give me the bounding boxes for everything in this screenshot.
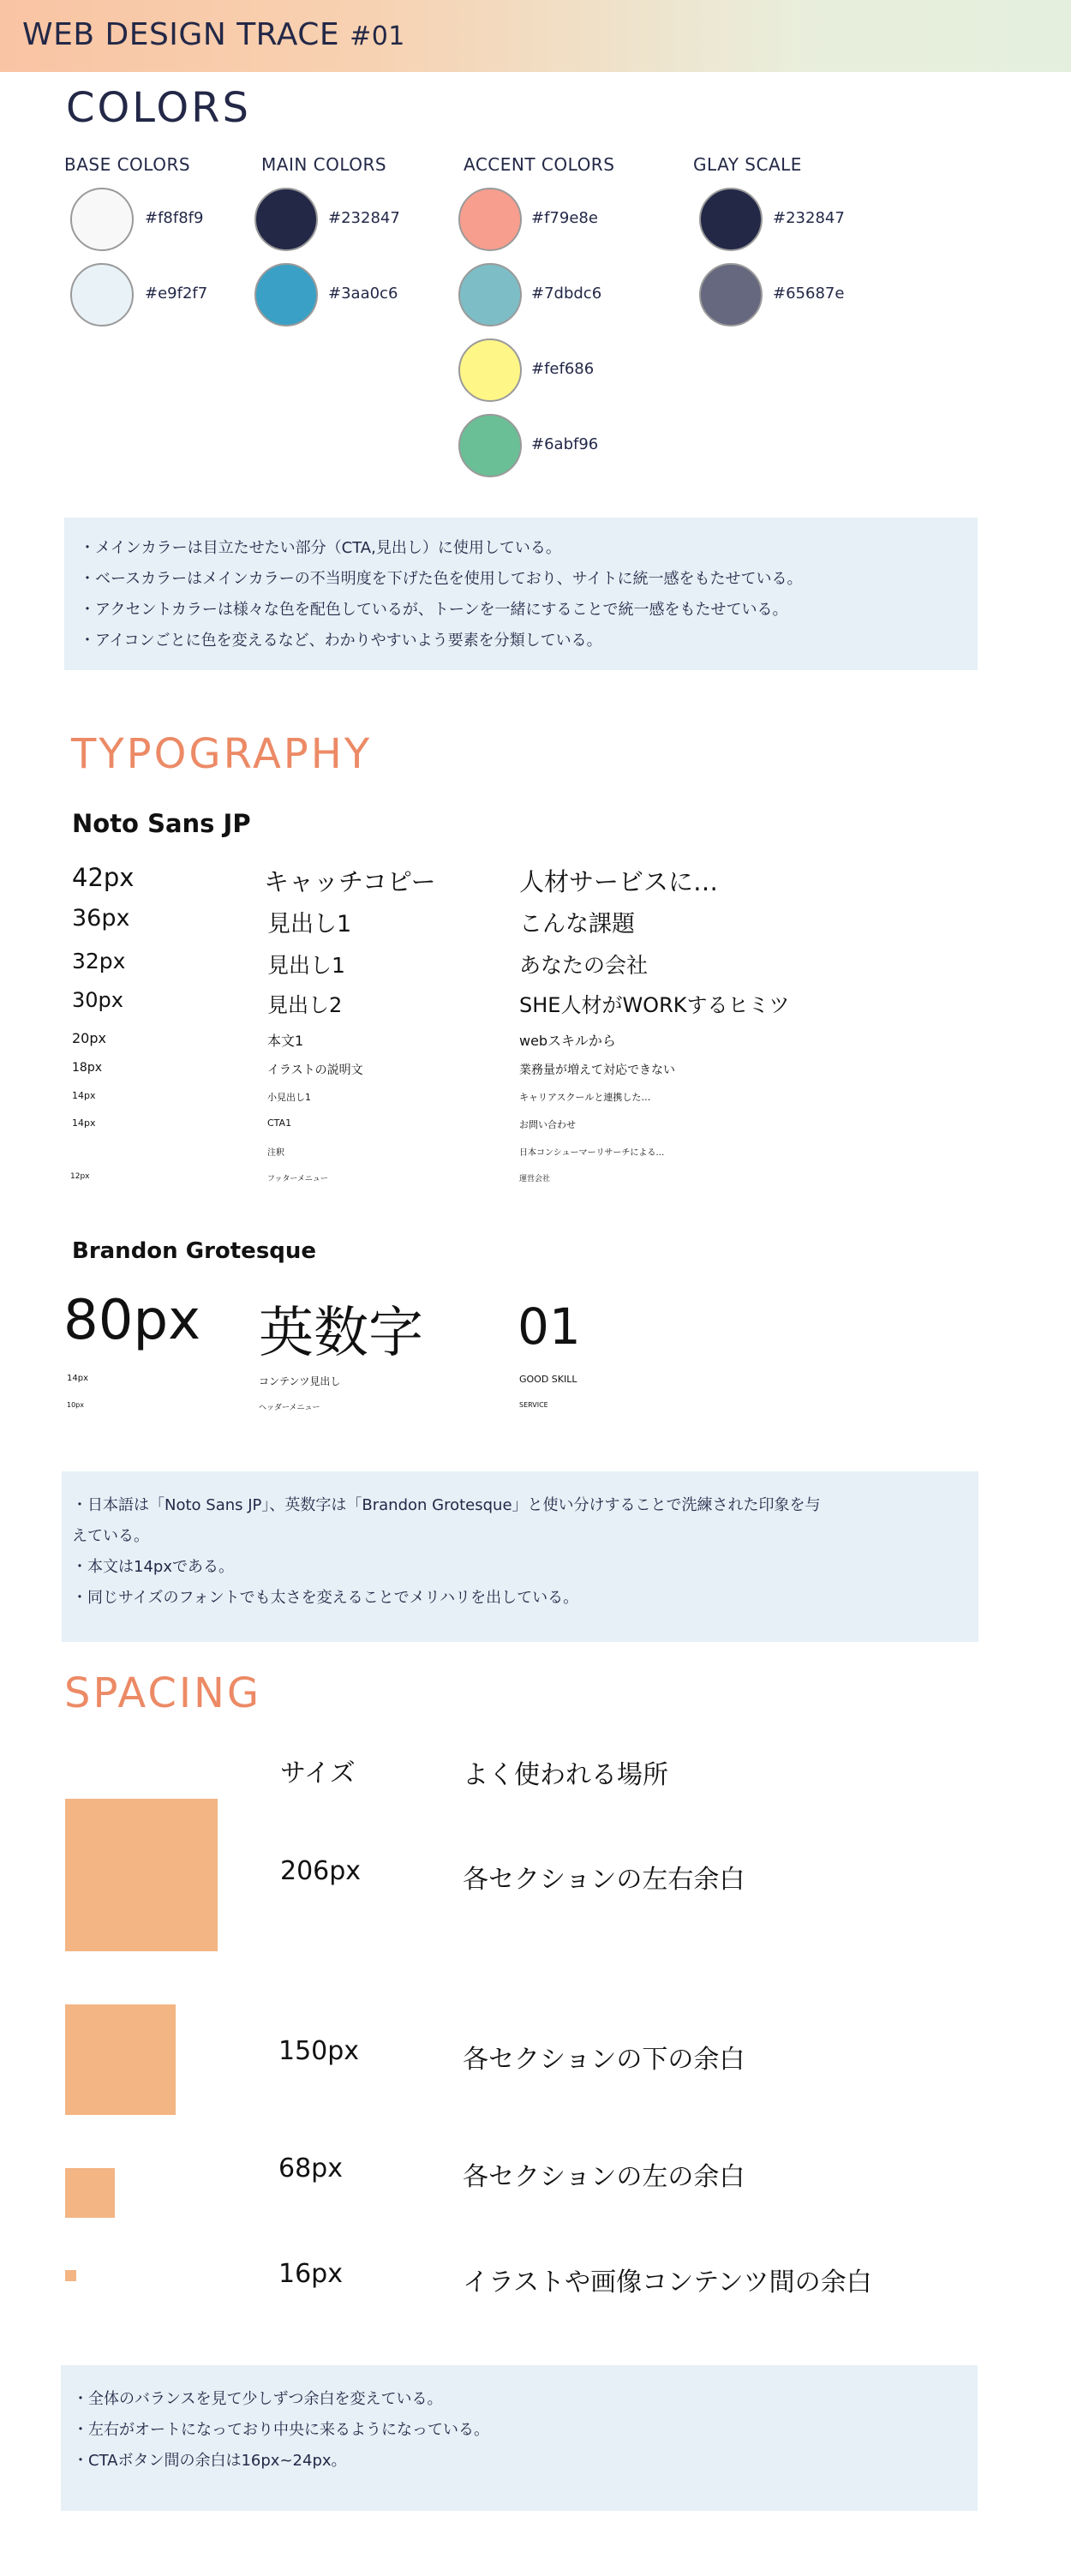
type-size: 14px — [72, 1090, 96, 1101]
spacing-usage: 各セクションの下の余白 — [463, 2045, 745, 2075]
typography-note-line: ・同じサイズのフォントでも太さを変えることでメリハリを出している。 — [72, 1589, 579, 1607]
colors-note-box — [64, 518, 978, 670]
typography-note-line: ・日本語は「Noto Sans JP」、英数字は「Brandon Grotesque」と使い分けすることで洗練された印象を与 — [72, 1496, 821, 1514]
spacing-swatch-206 — [65, 1799, 218, 1951]
brandon-sample-big: 英数字 — [259, 1302, 423, 1365]
swatch-main-2 — [254, 263, 318, 326]
brandon-font-name: Brandon Grotesque — [72, 1238, 317, 1264]
main-colors-label: MAIN COLORS — [261, 154, 387, 175]
colors-heading: COLORS — [66, 84, 251, 132]
swatch-accent-1 — [458, 188, 522, 251]
spacing-swatch-150 — [65, 2004, 176, 2115]
swatch-accent-3 — [458, 338, 522, 402]
type-sample: 運営会社 — [519, 1175, 551, 1183]
swatch-base-2 — [70, 263, 134, 326]
type-sample: webスキルから — [519, 1033, 616, 1049]
type-sample: お問い合わせ — [519, 1119, 576, 1130]
type-usage: イラストの説明文 — [267, 1063, 363, 1077]
type-sample: 人材サービスに… — [519, 867, 719, 896]
typography-heading: TYPOGRAPHY — [71, 730, 373, 778]
spacing-size-header: サイズ — [280, 1758, 356, 1788]
page-title-text: WEB DESIGN TRACE — [22, 17, 340, 52]
spacing-note-line: ・全体のバランスを見て少しずつ余白を変えている。 — [73, 2390, 443, 2408]
spacing-note-line: ・CTAボタン間の余白は16px~24px。 — [73, 2452, 347, 2470]
spacing-note-box — [61, 2365, 978, 2511]
hex-accent-4: #6abf96 — [531, 435, 599, 453]
swatch-main-1 — [254, 188, 318, 251]
type-usage: 注釈 — [267, 1148, 284, 1158]
brandon-sample-big: 80px — [63, 1289, 200, 1352]
swatch-gray-2 — [699, 263, 763, 326]
swatch-base-1 — [70, 188, 134, 251]
spacing-usage: 各セクションの左右余白 — [463, 1865, 745, 1895]
spacing-size: 68px — [278, 2154, 343, 2184]
type-sample: SHE人材がWORKするヒミツ — [519, 993, 790, 1017]
type-sample: こんな課題 — [519, 911, 635, 938]
hex-gray-2: #65687e — [773, 285, 845, 303]
hex-accent-2: #7dbdc6 — [531, 285, 602, 303]
page-title-number: #01 — [350, 21, 405, 51]
brandon-sample-big: 01 — [518, 1297, 581, 1356]
type-size: 30px — [72, 988, 123, 1012]
page-header — [0, 0, 1071, 72]
hex-gray-1: #232847 — [773, 209, 845, 227]
gray-scale-label: GLAY SCALE — [693, 154, 802, 175]
typography-note-line: ・本文は14pxである。 — [72, 1558, 234, 1576]
type-sample: 業務量が増えて対応できない — [519, 1063, 675, 1077]
spacing-swatch-16 — [65, 2270, 76, 2281]
brandon-sample-sub: ヘッダーメニュー — [259, 1404, 320, 1412]
type-sample: あなたの会社 — [519, 953, 649, 978]
brandon-sample-sub: 10px — [67, 1401, 84, 1409]
spacing-swatch-68 — [65, 2168, 115, 2218]
type-size: 14px — [72, 1117, 96, 1129]
hex-base-2: #e9f2f7 — [145, 285, 208, 303]
hex-main-2: #3aa0c6 — [328, 285, 398, 303]
base-colors-label: BASE COLORS — [64, 154, 191, 175]
accent-colors-label: ACCENT COLORS — [464, 154, 615, 175]
type-usage: 見出し1 — [267, 953, 345, 978]
brandon-sample-sub: SERVICE — [519, 1401, 548, 1409]
typography-note-line: えている。 — [72, 1527, 149, 1545]
type-size: 32px — [72, 949, 126, 973]
spacing-usage: 各セクションの左の余白 — [463, 2162, 745, 2192]
spacing-size: 16px — [278, 2259, 343, 2289]
type-sample: 日本コンシューマーリサーチによる… — [519, 1148, 665, 1158]
type-usage: キャッチコピー — [264, 867, 436, 896]
swatch-accent-4 — [458, 414, 522, 477]
hex-main-1: #232847 — [328, 209, 400, 227]
type-size: 12px — [70, 1172, 90, 1181]
type-usage: 小見出し1 — [267, 1092, 311, 1103]
colors-note-line: ・メインカラーは目立たせたい部分（CTA,見出し）に使用している。 — [80, 539, 561, 557]
hex-base-1: #f8f8f9 — [145, 209, 204, 227]
brandon-sample-label: コンテンツ見出し — [259, 1375, 341, 1387]
noto-font-name: Noto Sans JP — [72, 809, 251, 838]
type-usage: フッターメニュー — [267, 1175, 328, 1183]
colors-note-line: ・ベースカラーはメインカラーの不当明度を下げた色を使用しており、サイトに統一感をもたせている。 — [80, 570, 803, 588]
type-size: 42px — [72, 863, 135, 892]
colors-note-line: ・アクセントカラーは様々な色を配色しているが、トーンを一緒にすることで統一感をもたせている。 — [80, 601, 788, 619]
typography-note-box — [62, 1471, 978, 1642]
type-usage: 本文1 — [267, 1033, 304, 1049]
swatch-gray-1 — [699, 188, 763, 251]
swatch-accent-2 — [458, 263, 522, 326]
type-size: 20px — [72, 1030, 106, 1046]
brandon-sample-label: GOOD SKILL — [519, 1374, 577, 1385]
colors-note-line: ・アイコンごとに色を変えるなど、わかりやすいよう要素を分類している。 — [80, 632, 602, 650]
brandon-sample-label: 14px — [67, 1374, 88, 1383]
type-sample: キャリアスクールと連携した… — [519, 1092, 651, 1103]
hex-accent-3: #fef686 — [531, 360, 595, 378]
type-usage: 見出し2 — [267, 993, 343, 1017]
page-title — [22, 17, 405, 52]
spacing-note-line: ・左右がオートになっており中央に来るようになっている。 — [73, 2421, 489, 2439]
spacing-usage-header: よく使われる場所 — [463, 1760, 668, 1790]
spacing-heading: SPACING — [64, 1669, 262, 1717]
type-usage: CTA1 — [267, 1117, 292, 1129]
spacing-size: 206px — [280, 1856, 362, 1886]
type-size: 18px — [72, 1061, 102, 1075]
type-size: 36px — [72, 905, 130, 932]
hex-accent-1: #f79e8e — [531, 209, 598, 227]
spacing-usage: イラストや画像コンテンツ間の余白 — [463, 2267, 872, 2297]
type-usage: 見出し1 — [267, 911, 352, 938]
spacing-size: 150px — [278, 2036, 360, 2066]
